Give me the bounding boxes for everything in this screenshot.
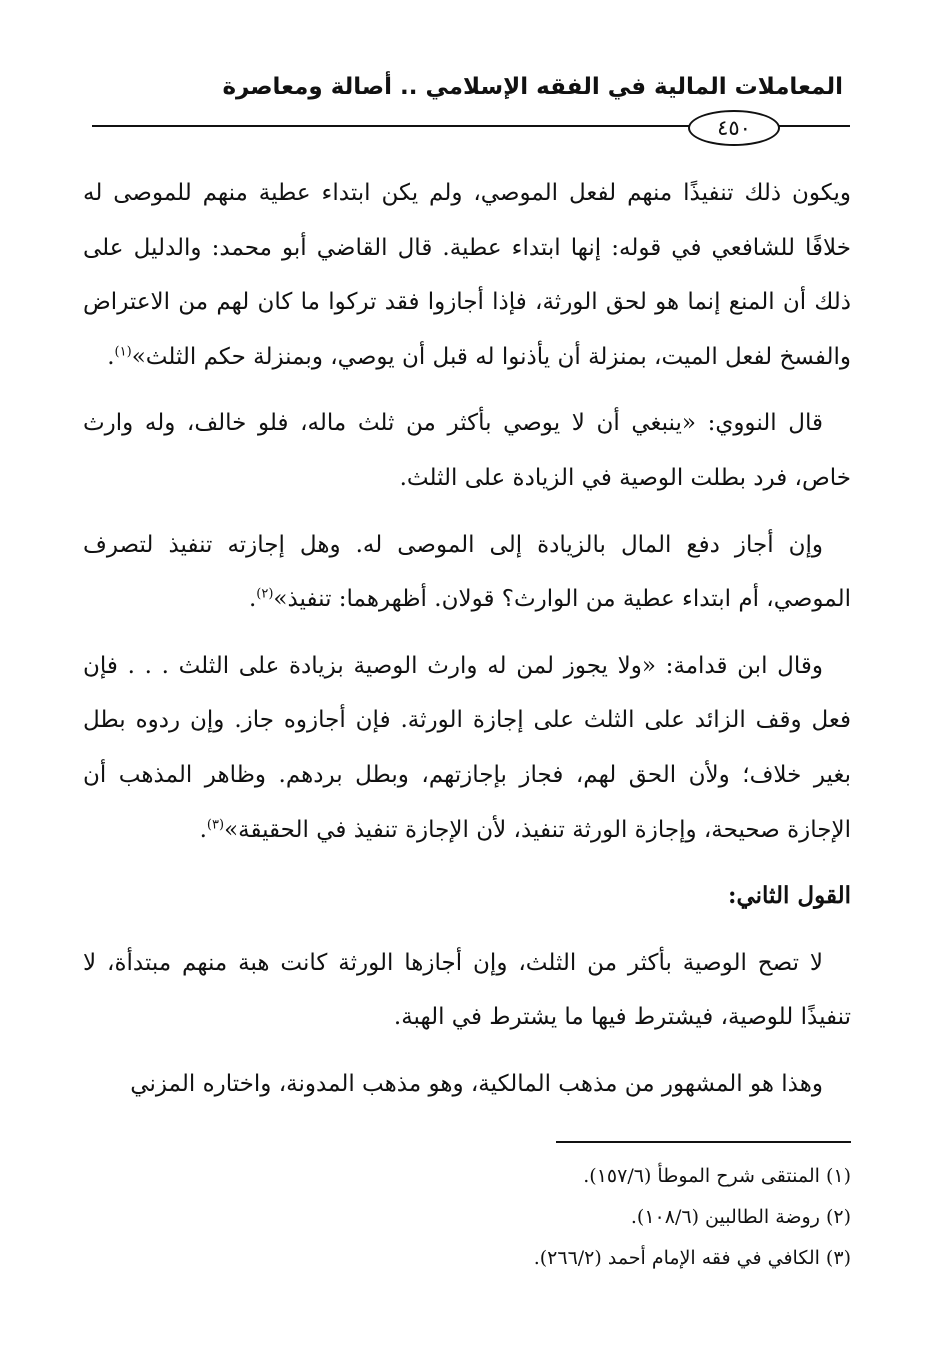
footnote-separator <box>556 1141 851 1143</box>
paragraph-3-end: . <box>248 586 257 613</box>
paragraph-5: لا تصح الوصية بأكثر من الثلث، وإن أجازها الورثة كانت هبة منهم مبتدأة، لا تنفيذًا للوصية، فيشترط فيها ما يشترط في الهبة. <box>83 949 851 1031</box>
footnote-2: (٢) روضة الطالبين (١٠٨/٦). <box>630 1206 851 1228</box>
paragraph-3-text: وإن أجاز دفع المال بالزيادة إلى الموصى له. وهل إجازته تنفيذ لتصرف الموصي، أم ابتداء عطية من الوارث؟ قولان. أظهرهما: تنفيذ» <box>83 531 851 613</box>
page-number: ٤٥٠ <box>688 110 780 146</box>
paragraph-4-text: وقال ابن قدامة: «ولا يجوز لمن له وارث الوصية بزيادة على الثلث . . . فإن فعل وقف الزائد على الثلث على إجازة الورثة. فإن أجازوه جاز. وإن ردوه بطل بغير خلاف؛ ولأن الحق لهم، فجاز بإجازتهم، وبطل بردهم. وظاهر المذهب أن الإجازة صحيحة، وإجازة الورثة تنفيذ، لأن الإجازة تنفيذ في الحقيقة» <box>83 652 851 843</box>
footnote-ref-1: (١) <box>114 344 132 360</box>
paragraph-4 <box>83 639 851 857</box>
footnotes <box>83 1156 851 1279</box>
running-header-title: المعاملات المالية في الفقه الإسلامي .. أصالة ومعاصرة <box>222 74 843 100</box>
footnote-ref-3: (٣) <box>206 816 225 832</box>
footnote-3: (٣) الكافي في فقه الإمام أحمد (٢٦٦/٢). <box>533 1247 851 1269</box>
paragraph-2-text: قال النووي: «ينبغي أن لا يوصي بأكثر من ثلث ماله، فلو خالف، وله وارث خاص، فرد بطلت الوصية في الزيادة على الثلث. <box>83 410 851 491</box>
paragraph-2 <box>83 396 851 505</box>
footnote-1: (١) المنتقى شرح الموطأ (١٥٧/٦). <box>583 1165 851 1187</box>
paragraph-6: وهذا هو المشهور من مذهب المالكية، وهو مذهب المدونة، واختاره المزني <box>130 1070 823 1097</box>
section-heading: القول الثاني: <box>727 882 851 910</box>
body-text <box>83 166 851 1112</box>
paragraph-1 <box>83 166 851 384</box>
paragraph-1-text: ويكون ذلك تنفيذًا منهم لفعل الموصي، ولم يكن ابتداء عطية منهم للموصى له خلافًا للشافعي في قوله: إنها ابتداء عطية. قال القاضي أبو محمد: والدليل على ذلك أن المنع إنما هو لحق الورثة، فإذا أجازوا فقد تركوا ما كان لهم من الاعتراض والفسخ لفعل الميت، بمنزلة أن يأذنوا له قبل أن يوصي، وبمنزلة حكم الثلث» <box>83 180 851 370</box>
paragraph-4-end: . <box>199 816 207 843</box>
paragraph-3 <box>83 518 851 627</box>
paragraph-1-end: . <box>107 343 115 370</box>
footnote-ref-2: (٢) <box>256 586 274 602</box>
